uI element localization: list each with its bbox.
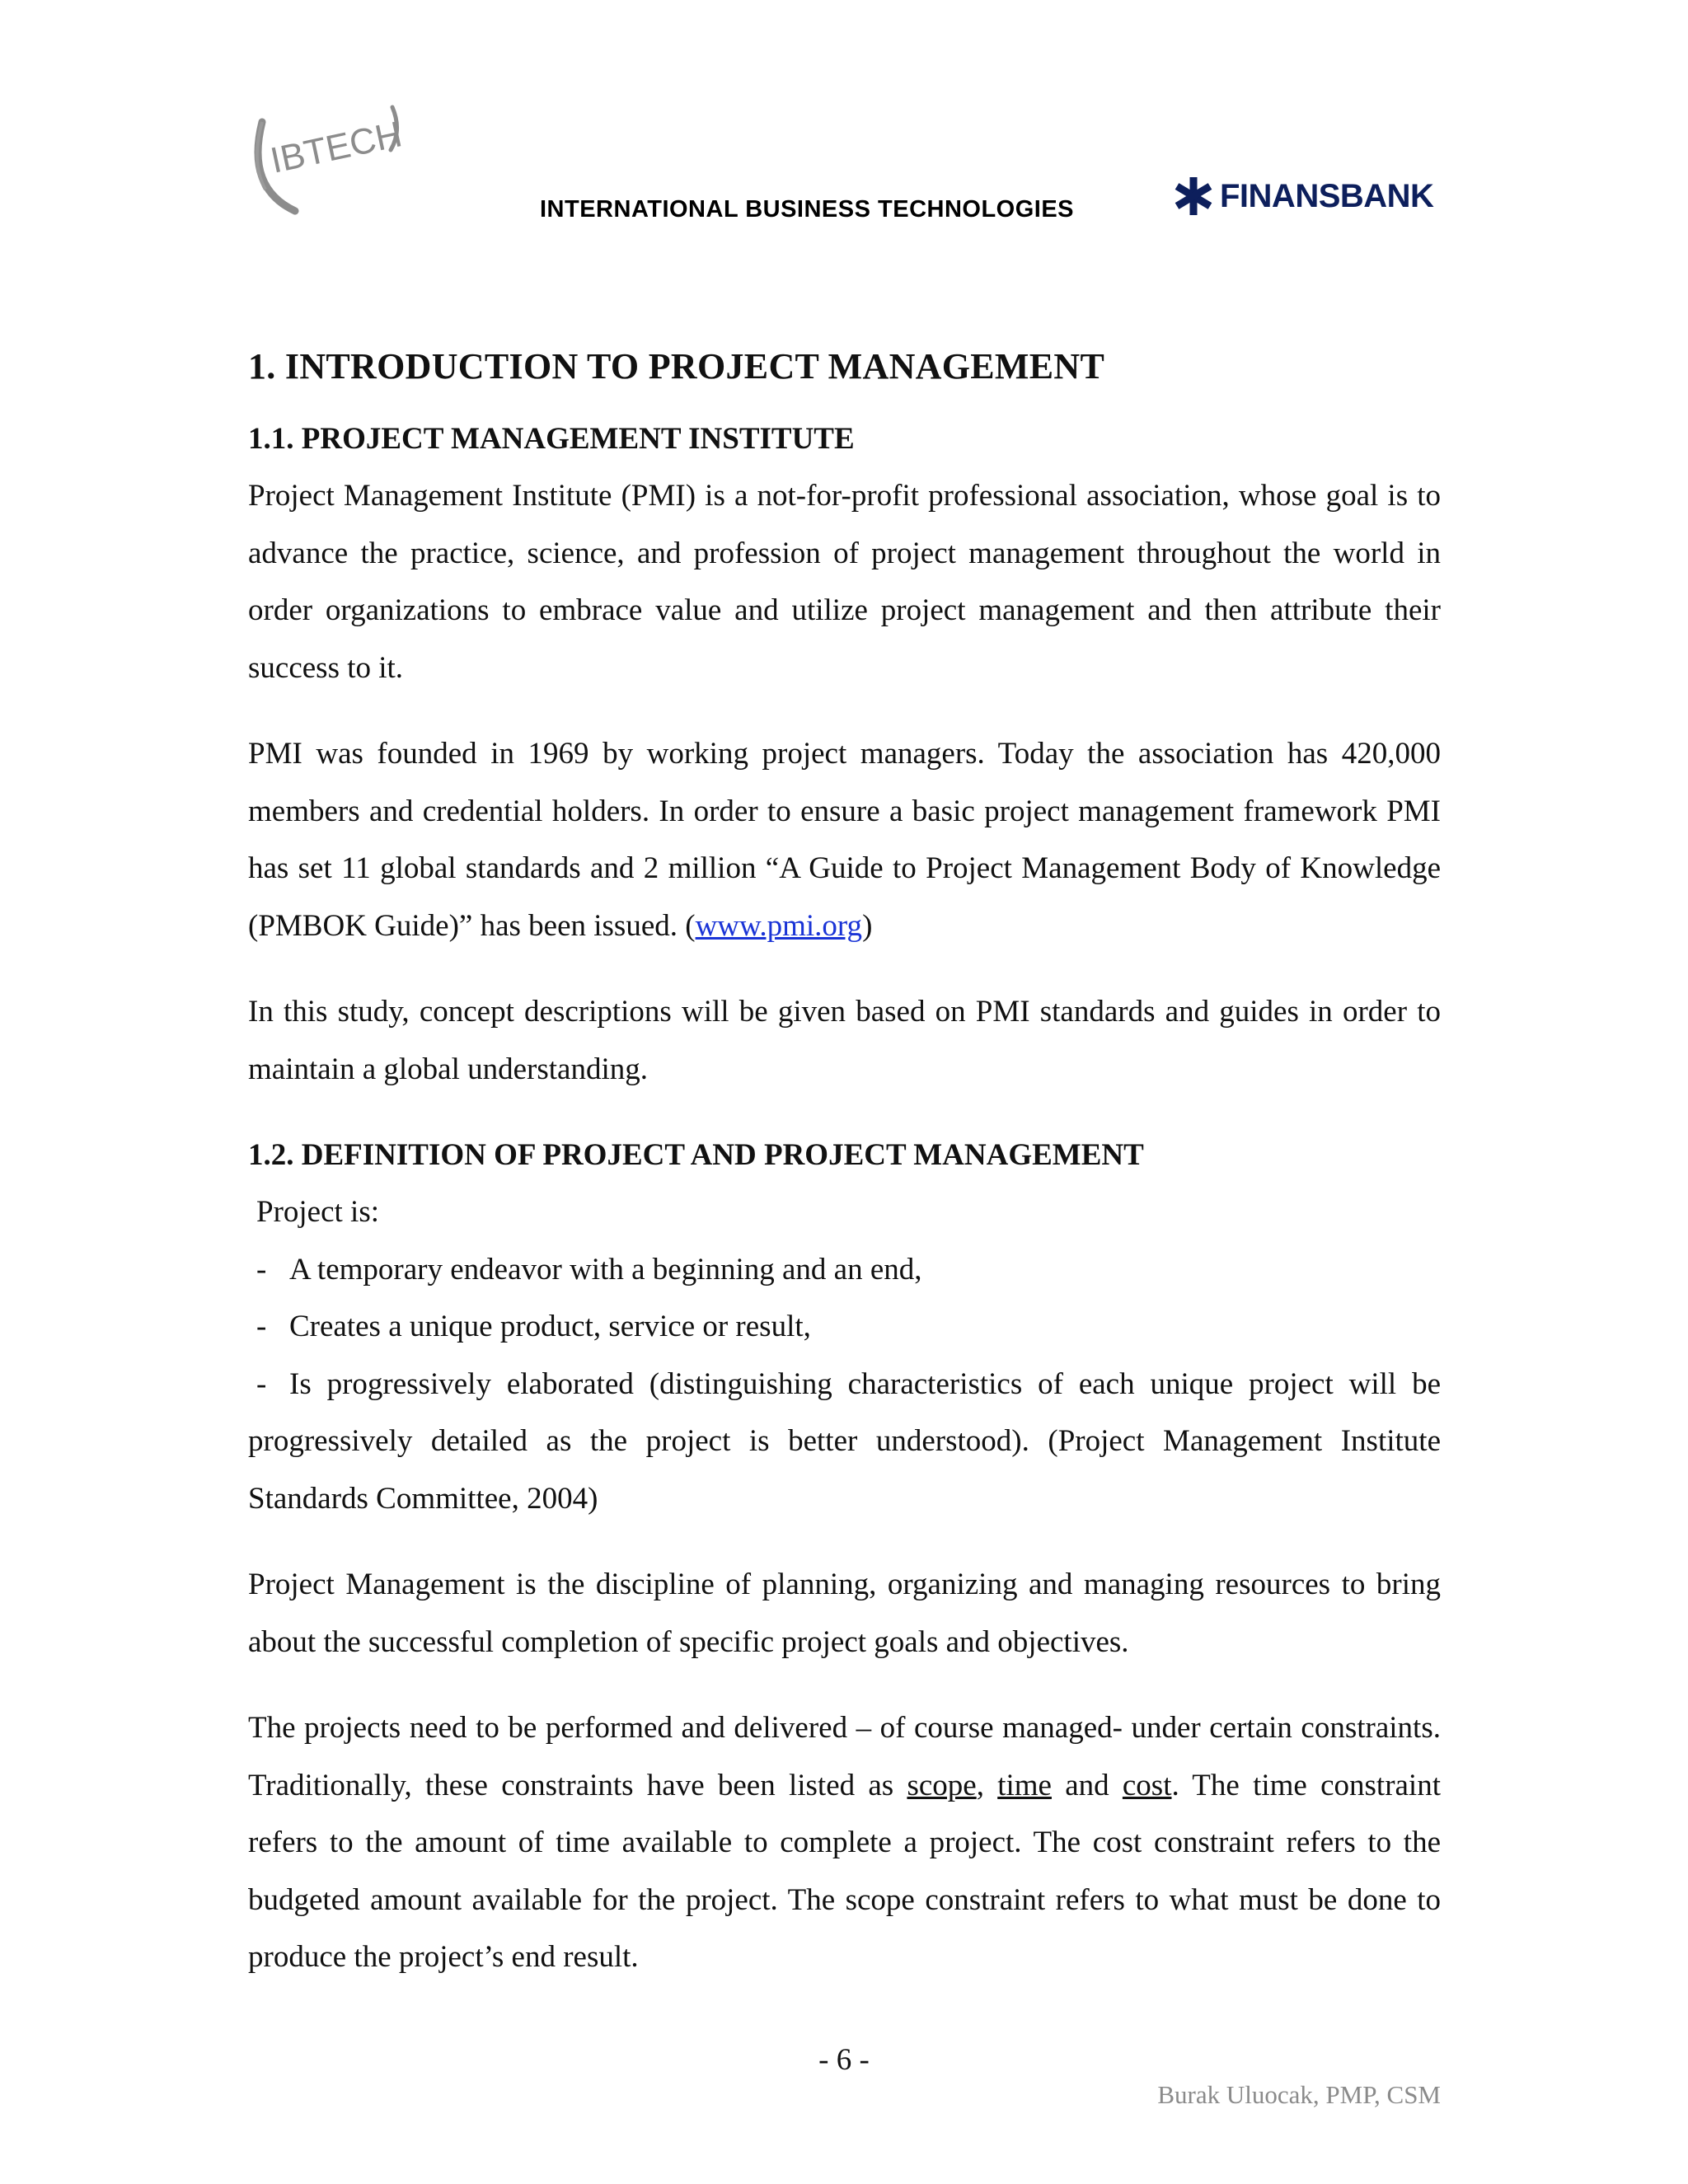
ibtech-logo-text: IBTECH: [266, 114, 406, 181]
list-item: [248, 1241, 1441, 1299]
page-number: - 6 -: [818, 2043, 870, 2077]
pmi-history-text: PMI was founded in 1969 by working project managers. Today the association has 420,000 members and credential holders. In order to ensure a basic project management framework PMI has set 11 global standards and 2 million “A Guide to Project Management Body of Knowledge (PMBOK Guide)” has been issued. (: [248, 737, 1441, 943]
pmi-history-close: ): [862, 908, 873, 943]
list-dash: -: [256, 1310, 267, 1343]
constraints-text-1: The projects need to be performed and delivered – of course managed- under certain constraints. Traditionally, these constraints have been listed as: [248, 1711, 1441, 1802]
paragraph-pm-definition: Project Management is the discipline of planning, organizing and managing resources to bring about the successful completion of specific project goals and objectives.: [248, 1568, 1441, 1659]
list-item: [248, 1356, 1441, 1528]
ibtech-logo: [246, 97, 410, 221]
footer-author: Burak Uluocak, PMP, CSM: [1157, 2080, 1441, 2109]
finansbank-star-icon: [1172, 175, 1215, 218]
finansbank-logo-text: FINANSBANK: [1220, 177, 1434, 214]
list-item-text: A temporary endeavor with a beginning and an end,: [289, 1252, 922, 1286]
scope-term: scope: [907, 1768, 977, 1802]
paragraph-constraints: [248, 1699, 1441, 1986]
page-content: [248, 338, 1441, 2015]
section-heading-1-1: 1.1. PROJECT MANAGEMENT INSTITUTE: [248, 422, 855, 456]
company-name: INTERNATIONAL BUSINESS TECHNOLOGIES: [540, 196, 1075, 223]
chapter-title: 1. INTRODUCTION TO PROJECT MANAGEMENT: [248, 346, 1105, 387]
paragraph-study-note: In this study, concept descriptions will be given based on PMI standards and guides in order to maintain a global understanding.: [248, 995, 1441, 1086]
list-intro: Project is:: [256, 1195, 380, 1229]
constraints-sep-1: ,: [976, 1768, 998, 1802]
list-item-text: Creates a unique product, service or result,: [289, 1310, 811, 1343]
pmi-website-link[interactable]: www.pmi.org: [695, 908, 863, 943]
list-item: [248, 1298, 1441, 1356]
list-dash: -: [256, 1252, 267, 1286]
finansbank-logo: [1172, 173, 1433, 219]
section-heading-1-2: 1.2. DEFINITION OF PROJECT AND PROJECT MANAGEMENT: [248, 1138, 1144, 1172]
constraints-text-2: . The time constraint refers to the amount of time available to complete a project. The cost constraint refers to the budgeted amount available for the project. The scope constraint refers to what must be done to produce the project’s end result.: [248, 1768, 1441, 1974]
constraints-sep-2: and: [1051, 1768, 1123, 1802]
list-dash: -: [256, 1366, 267, 1401]
list-item-text: Is progressively elaborated (distinguishing characteristics of each unique project will be progressively detailed as the project is better understood). (Project Management Institute Standards Committee, 2004): [248, 1366, 1441, 1516]
cost-term: cost: [1122, 1768, 1172, 1802]
time-term: time: [997, 1768, 1052, 1802]
paragraph-pmi-intro: Project Management Institute (PMI) is a not-for-profit professional association, whose goal is to advance the practice, science, and profession of project management throughout the world in order organizations to embrace value and utilize project management and then attribute their success to it.: [248, 479, 1441, 685]
paragraph-pmi-history: [248, 725, 1441, 954]
